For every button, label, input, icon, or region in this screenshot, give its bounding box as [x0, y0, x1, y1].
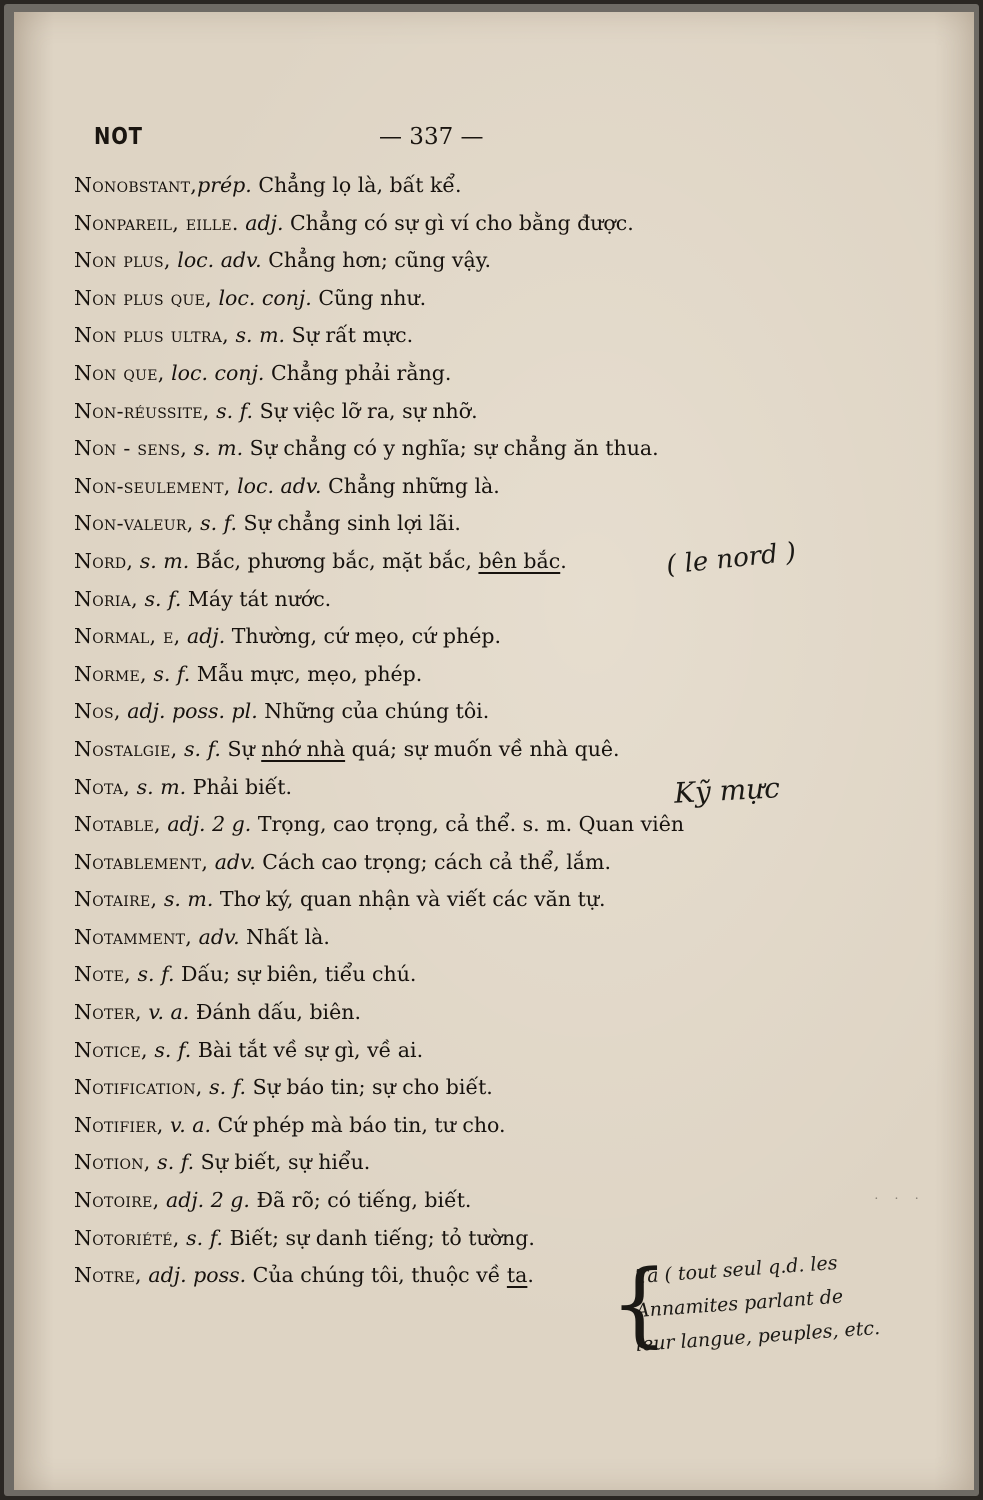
- part-of-speech: s. f.: [154, 1037, 192, 1062]
- part-of-speech: s. m.: [163, 887, 214, 912]
- part-of-speech: adj. poss.: [148, 1263, 247, 1288]
- definition-text: Của chúng tôi, thuộc về: [252, 1263, 507, 1288]
- definition: Sự chẳng sinh lợi lãi.: [243, 511, 461, 536]
- dictionary-page: [14, 12, 974, 1490]
- handwritten-note-ky-muc: Kỹ mực: [673, 771, 781, 810]
- headword: Notoire,: [74, 1188, 160, 1213]
- definition: Chẳng có sự gì ví cho bằng được.: [290, 210, 634, 235]
- underlined-text: nhớ nhà: [261, 736, 346, 761]
- definition: Cách cao trọng; cách cả thể, lắm.: [262, 849, 611, 874]
- headword: Nostalgie,: [74, 736, 178, 761]
- part-of-speech: v. a.: [148, 1000, 190, 1025]
- part-of-speech: adj. 2 g.: [165, 1188, 250, 1213]
- definition: [196, 549, 567, 573]
- definition: Sự biết, sự hiểu.: [200, 1150, 371, 1175]
- part-of-speech: s. f.: [157, 1150, 195, 1175]
- part-of-speech: loc. conj.: [171, 360, 265, 385]
- definition: Những của chúng tôi.: [264, 699, 490, 724]
- headword: Noria,: [74, 586, 138, 611]
- entry-notification: [74, 1069, 954, 1107]
- definition: Thơ ký, quan nhận và viết các văn tự.: [219, 887, 606, 912]
- part-of-speech: s. m.: [136, 774, 187, 799]
- headword: Notaire,: [74, 887, 158, 912]
- page-number: — 337 —: [379, 124, 484, 150]
- part-of-speech: s. f.: [216, 398, 254, 423]
- entry-nonobstant: [74, 167, 954, 205]
- headword: Noter,: [74, 1000, 142, 1025]
- handwritten-note-ta: [610, 1250, 940, 1372]
- headword: Nonpareil, eille.: [74, 210, 239, 235]
- definition: Phải biết.: [192, 774, 293, 799]
- headword: Norme,: [74, 661, 147, 686]
- entry-notion: [74, 1144, 954, 1182]
- entry-notice: [74, 1032, 954, 1070]
- definition: Sự báo tin; sự cho biết.: [252, 1075, 493, 1100]
- entry-normal: [74, 618, 954, 656]
- part-of-speech: adv.: [198, 924, 240, 949]
- definition-text: quá; sự muốn về nhà quê.: [345, 736, 620, 761]
- entry-nos: [74, 693, 954, 731]
- entry-non-valeur: [74, 505, 954, 543]
- definition-text: .: [560, 548, 567, 573]
- handwritten-note-nord: ( le nord ): [664, 537, 798, 581]
- part-of-speech: s. f.: [186, 1225, 224, 1250]
- headword: Nota,: [74, 774, 131, 799]
- part-of-speech: adv.: [214, 849, 256, 874]
- part-of-speech: s. f.: [144, 586, 182, 611]
- part-of-speech: loc. adv.: [177, 248, 262, 273]
- handwritten-line: leur langue, peuples, etc.: [635, 1316, 881, 1356]
- part-of-speech: s. f.: [137, 962, 175, 987]
- handwritten-brace: {: [610, 1250, 669, 1357]
- entry-nota: [74, 769, 954, 810]
- definition: Chẳng những là.: [328, 473, 500, 498]
- headword: Normal, e,: [74, 624, 181, 649]
- part-of-speech: s. m.: [193, 436, 244, 461]
- entry-notaire: [74, 881, 954, 919]
- headword: Non-réussite,: [74, 398, 210, 423]
- definition: Sự chẳng có y nghĩa; sự chẳng ăn thua.: [249, 436, 659, 461]
- entry-non-seulement: [74, 468, 954, 506]
- headword: Nonobstant,: [74, 173, 198, 197]
- headword: Non plus,: [74, 248, 171, 273]
- part-of-speech: s. m.: [139, 548, 190, 573]
- handwritten-line: Annamites parlant de: [635, 1285, 844, 1322]
- definition: Sự rất mực.: [291, 323, 414, 348]
- handwritten-line: Ta ( tout seul q.d. les: [635, 1251, 839, 1288]
- part-of-speech: adj.: [187, 624, 226, 649]
- definition: [227, 737, 619, 761]
- entry-nord: [74, 543, 954, 581]
- definition-text: .: [527, 1263, 534, 1288]
- headword: Notamment,: [74, 924, 193, 949]
- headword: Notoriété,: [74, 1225, 180, 1250]
- definition: Trọng, cao trọng, cả thể. s. m. Quan viên: [257, 812, 685, 837]
- headword: Notice,: [74, 1037, 148, 1062]
- headword: Notion,: [74, 1150, 151, 1175]
- definition: Chẳng lọ là, bất kể.: [258, 173, 462, 197]
- entry-nonpareil: [74, 205, 954, 243]
- definition: Thường, cứ mẹo, cứ phép.: [231, 624, 501, 649]
- entry-non-sens: [74, 430, 954, 468]
- definition: Dấu; sự biên, tiểu chú.: [181, 962, 417, 987]
- headword: Non-seulement,: [74, 473, 231, 498]
- entry-non-plus-que: [74, 280, 954, 318]
- definition: Biết; sự danh tiếng; tỏ tường.: [229, 1225, 535, 1250]
- definition-text: Sự: [227, 736, 262, 761]
- definition: Cứ phép mà báo tin, tư cho.: [217, 1112, 506, 1137]
- definition: Chẳng phải rằng.: [270, 360, 452, 385]
- definition: Bài tắt về sự gì, về ai.: [197, 1037, 424, 1062]
- definition-text: Bắc, phương bắc, mặt bắc,: [195, 548, 479, 573]
- part-of-speech: v. a.: [170, 1112, 211, 1137]
- part-of-speech: adj.: [245, 210, 284, 235]
- definition: Cũng như.: [318, 285, 427, 310]
- entry-nostalgie: [74, 731, 954, 769]
- definition: Máy tát nước.: [187, 586, 332, 611]
- headword: Notification,: [74, 1075, 203, 1100]
- headword: Non - sens,: [74, 436, 188, 461]
- definition: Đánh dấu, biên.: [195, 1000, 361, 1025]
- headword: Nos,: [74, 699, 121, 724]
- headword: Non que,: [74, 360, 165, 385]
- entry-note: [74, 956, 954, 994]
- headword: Notifier,: [74, 1112, 164, 1137]
- entry-notablement: [74, 844, 954, 882]
- entry-notamment: [74, 919, 954, 957]
- entry-notoire: [74, 1182, 954, 1220]
- running-head: [94, 124, 654, 164]
- part-of-speech: s. f.: [153, 661, 191, 686]
- entry-list: [74, 167, 954, 1295]
- definition: Mẫu mực, mẹo, phép.: [196, 661, 423, 686]
- definition: Sự việc lỡ ra, sự nhỡ.: [259, 398, 478, 423]
- headword: Notablement,: [74, 849, 209, 874]
- entry-non-plus: [74, 242, 954, 280]
- entry-notifier: [74, 1107, 954, 1145]
- paper-specks: · · ·: [874, 1192, 925, 1207]
- part-of-speech: loc. conj.: [218, 285, 312, 310]
- part-of-speech: s. f.: [200, 511, 238, 536]
- entry-notoriete: [74, 1220, 954, 1258]
- entry-non-plus-ultra: [74, 317, 954, 355]
- part-of-speech: s. m.: [235, 323, 286, 348]
- underlined-text: bên bắc: [478, 548, 561, 573]
- headword: Notre,: [74, 1263, 142, 1288]
- definition: Chẳng hơn; cũng vậy.: [268, 248, 492, 273]
- definition: Nhất là.: [246, 924, 330, 949]
- definition: [253, 1263, 534, 1287]
- headword: Non plus que,: [74, 285, 212, 310]
- headword: Nord,: [74, 548, 134, 573]
- part-of-speech: prép.: [197, 173, 252, 197]
- headword: Non plus ultra,: [74, 323, 229, 348]
- part-of-speech: s. f.: [209, 1075, 247, 1100]
- part-of-speech: s. f.: [183, 736, 221, 761]
- definition: Đã rõ; có tiếng, biết.: [256, 1188, 472, 1213]
- underlined-text: ta: [506, 1263, 528, 1288]
- headword: Non-valeur,: [74, 511, 194, 536]
- entry-non-reussite: [74, 393, 954, 431]
- entry-norme: [74, 656, 954, 694]
- entry-noria: [74, 581, 954, 619]
- entry-noter: [74, 994, 954, 1032]
- headword: Note,: [74, 962, 131, 987]
- entry-non-que: [74, 355, 954, 393]
- part-of-speech: adj. poss. pl.: [127, 699, 258, 724]
- part-of-speech: loc. adv.: [237, 473, 322, 498]
- part-of-speech: adj. 2 g.: [167, 812, 252, 837]
- headword: Notable,: [74, 812, 161, 837]
- guide-word: NOT: [94, 124, 143, 150]
- entry-notable: [74, 806, 954, 844]
